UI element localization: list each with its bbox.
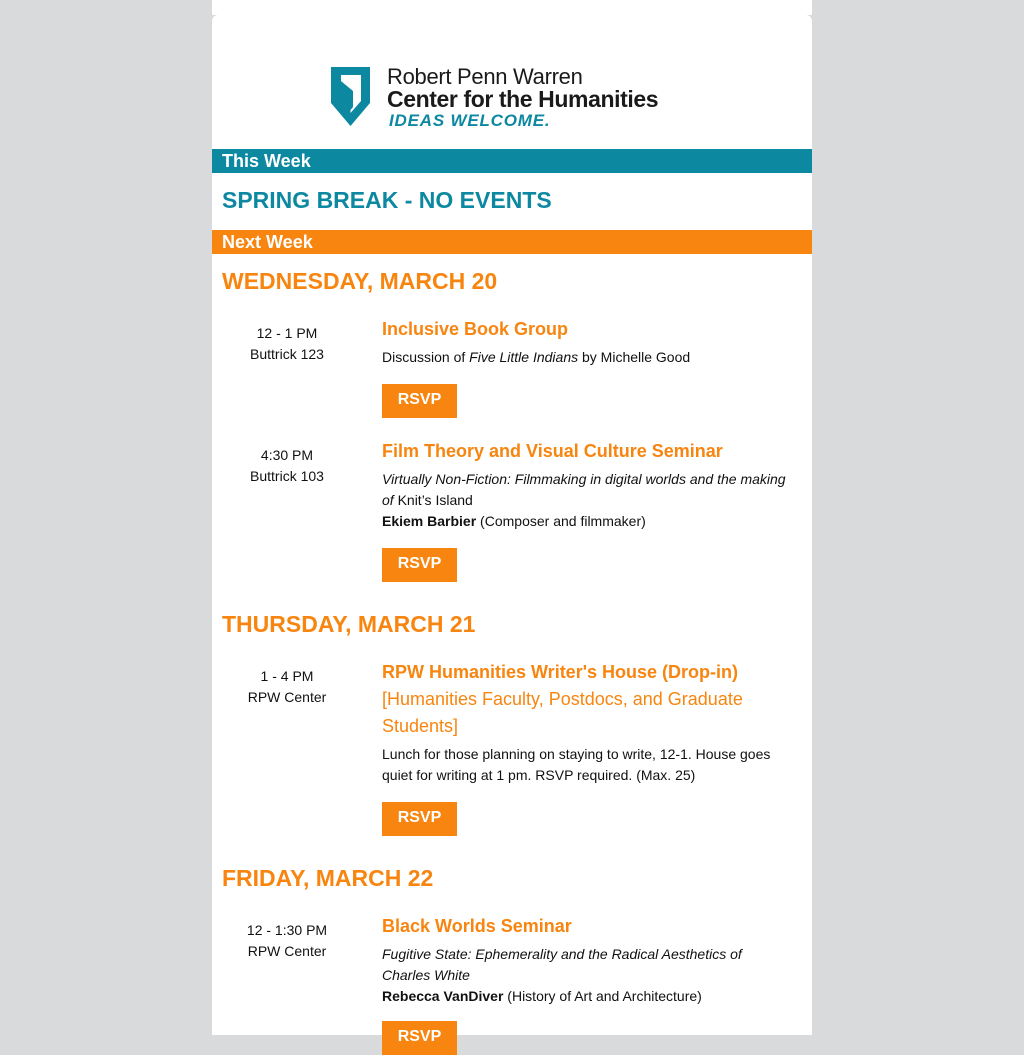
- day-heading: WEDNESDAY, MARCH 20: [222, 268, 498, 294]
- logo-line1: Robert Penn Warren: [387, 64, 583, 89]
- event-description: [382, 347, 792, 368]
- day-heading: THURSDAY, MARCH 21: [222, 611, 476, 637]
- this-week-headline: SPRING BREAK - NO EVENTS: [222, 187, 552, 213]
- rsvp-button[interactable]: RSVP: [382, 802, 457, 836]
- event-location: RPW Center: [247, 689, 327, 705]
- logo-header: [212, 15, 812, 149]
- speaker-role: (History of Art and Architecture): [503, 988, 702, 1004]
- this-week-bar: This Week: [212, 149, 812, 173]
- speaker-name: Ekiem Barbier: [382, 513, 477, 529]
- speaker-name: Rebecca VanDiver: [382, 988, 504, 1004]
- event-title[interactable]: Inclusive Book Group: [382, 319, 569, 339]
- rsvp-button[interactable]: RSVP: [382, 548, 457, 582]
- event-location: RPW Center: [247, 943, 327, 959]
- desc-text: Knit’s Island: [393, 492, 473, 508]
- day-heading: FRIDAY, MARCH 22: [222, 865, 434, 891]
- rsvp-button[interactable]: RSVP: [382, 384, 457, 418]
- event-title[interactable]: Film Theory and Visual Culture Seminar: [382, 441, 723, 461]
- desc-text: Discussion of: [382, 349, 470, 365]
- top-strip: [212, 0, 812, 15]
- event-description: [382, 944, 792, 1007]
- event-time: 1 - 4 PM: [260, 668, 314, 684]
- desc-italic: Fugitive State: Ephemerality and the Radical Aesthetics of Charles White: [382, 946, 742, 983]
- event-title[interactable]: Black Worlds Seminar: [382, 916, 572, 936]
- speaker-role: (Composer and filmmaker): [476, 513, 646, 529]
- logo-tagline: IDEAS WELCOME.: [389, 111, 551, 130]
- desc-text: by Michelle Good: [578, 349, 691, 365]
- event-location: Buttrick 123: [250, 346, 324, 362]
- event-subtitle: [Humanities Faculty, Postdocs, and Graduate Students]: [382, 689, 743, 736]
- next-week-bar: Next Week: [212, 230, 812, 254]
- event-time: 12 - 1 PM: [256, 325, 318, 341]
- logo-line2: Center for the Humanities: [387, 86, 659, 112]
- event-title[interactable]: RPW Humanities Writer's House (Drop-in): [382, 662, 738, 682]
- newsletter-page: [212, 15, 812, 1045]
- rsvp-button[interactable]: RSVP: [382, 1021, 457, 1055]
- shield-logo-icon: [331, 67, 370, 126]
- event-time: 12 - 1:30 PM: [246, 922, 328, 938]
- event-description: Lunch for those planning on staying to write, 12-1. House goes quiet for writing at 1 pm. RSVP required. (Max. 25): [382, 746, 771, 783]
- desc-italic: Virtually Non-Fiction: Filmmaking in digital worlds and the making of: [382, 471, 786, 508]
- event-description: [382, 469, 792, 532]
- event-location: Buttrick 103: [250, 468, 324, 484]
- desc-italic: Five Little Indians: [469, 349, 579, 365]
- event-time: 4:30 PM: [260, 447, 314, 463]
